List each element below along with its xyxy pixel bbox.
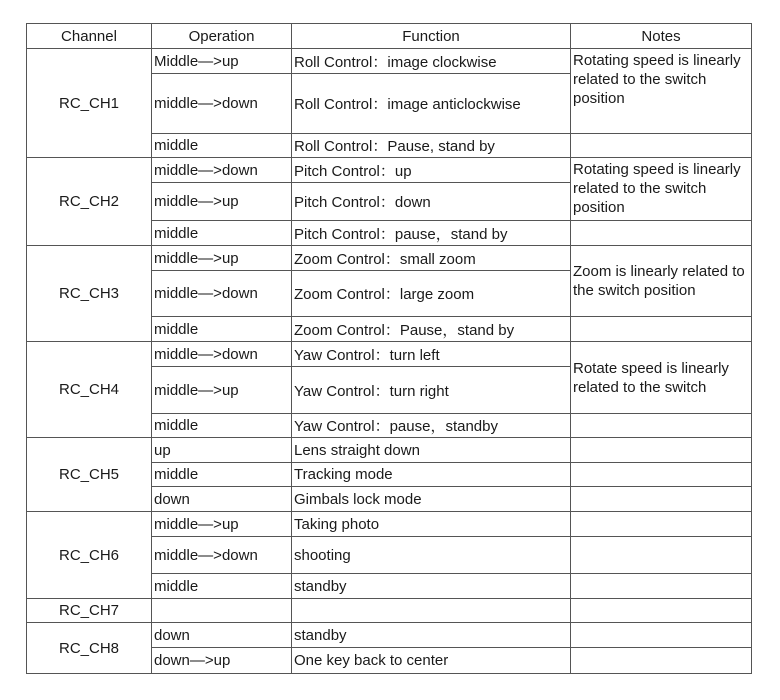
channel-cell: RC_CH4 <box>27 342 152 438</box>
function-cell: One key back to center <box>292 648 571 674</box>
function-cell: Pitch Control：down <box>292 183 571 221</box>
operation-cell: middle—>down <box>152 271 292 317</box>
table-row <box>27 49 752 74</box>
notes-cell: Rotating speed is linearly related to the switch position <box>571 49 752 134</box>
operation-cell: middle—>up <box>152 246 292 271</box>
channel-cell: RC_CH7 <box>27 599 152 623</box>
notes-cell <box>571 599 752 623</box>
operation-cell: middle <box>152 134 292 158</box>
function-cell: Tracking mode <box>292 463 571 487</box>
operation-cell: middle—>down <box>152 537 292 574</box>
notes-cell: Rotate speed is linearly related to the switch <box>571 342 752 414</box>
header-operation: Operation <box>152 24 292 49</box>
operation-cell: Middle—>up <box>152 49 292 74</box>
operation-cell: up <box>152 438 292 463</box>
channel-cell: RC_CH3 <box>27 246 152 342</box>
operation-cell: down <box>152 487 292 512</box>
table-row <box>27 512 752 537</box>
notes-cell <box>571 463 752 487</box>
table-row <box>27 246 752 271</box>
operation-cell: down <box>152 623 292 648</box>
function-cell: standby <box>292 574 571 599</box>
function-cell: Yaw Control：turn left <box>292 342 571 367</box>
function-cell: Zoom Control：large zoom <box>292 271 571 317</box>
operation-cell: middle—>up <box>152 183 292 221</box>
notes-cell <box>571 537 752 574</box>
function-cell: Yaw Control：turn right <box>292 367 571 414</box>
function-cell: Gimbals lock mode <box>292 487 571 512</box>
table-row <box>27 438 752 463</box>
header-notes: Notes <box>571 24 752 49</box>
operation-cell: middle <box>152 574 292 599</box>
notes-cell: Rotating speed is linearly related to the switch position <box>571 158 752 221</box>
notes-cell: Zoom is linearly related to the switch position <box>571 246 752 317</box>
header-row <box>27 24 752 49</box>
table-row <box>27 342 752 367</box>
table-row <box>27 623 752 648</box>
channel-cell: RC_CH6 <box>27 512 152 599</box>
function-cell: Roll Control：image clockwise <box>292 49 571 74</box>
channel-function-table <box>26 23 752 674</box>
notes-cell <box>571 134 752 158</box>
notes-cell <box>571 512 752 537</box>
notes-cell <box>571 414 752 438</box>
function-cell: Lens straight down <box>292 438 571 463</box>
notes-cell <box>571 623 752 648</box>
function-cell: Yaw Control：pause，standby <box>292 414 571 438</box>
notes-cell <box>571 317 752 342</box>
table-row <box>27 599 752 623</box>
function-cell: shooting <box>292 537 571 574</box>
header-channel: Channel <box>27 24 152 49</box>
operation-cell: middle—>down <box>152 342 292 367</box>
operation-cell: middle—>up <box>152 512 292 537</box>
operation-cell: middle <box>152 317 292 342</box>
channel-cell: RC_CH1 <box>27 49 152 158</box>
operation-cell: middle—>up <box>152 367 292 414</box>
notes-cell <box>571 221 752 246</box>
channel-cell: RC_CH2 <box>27 158 152 246</box>
function-cell: Pitch Control：pause，stand by <box>292 221 571 246</box>
operation-cell: down—>up <box>152 648 292 674</box>
function-cell: Roll Control：image anticlockwise <box>292 74 571 134</box>
function-cell: Taking photo <box>292 512 571 537</box>
function-cell: standby <box>292 623 571 648</box>
notes-cell <box>571 648 752 674</box>
operation-cell: middle <box>152 414 292 438</box>
channel-cell: RC_CH8 <box>27 623 152 674</box>
operation-cell <box>152 599 292 623</box>
table-row <box>27 158 752 183</box>
channel-cell: RC_CH5 <box>27 438 152 512</box>
function-cell: Pitch Control：up <box>292 158 571 183</box>
function-cell: Zoom Control：Pause，stand by <box>292 317 571 342</box>
notes-cell <box>571 487 752 512</box>
notes-cell <box>571 574 752 599</box>
operation-cell: middle <box>152 221 292 246</box>
function-cell: Roll Control：Pause, stand by <box>292 134 571 158</box>
function-cell <box>292 599 571 623</box>
notes-cell <box>571 438 752 463</box>
operation-cell: middle—>down <box>152 74 292 134</box>
operation-cell: middle <box>152 463 292 487</box>
function-cell: Zoom Control：small zoom <box>292 246 571 271</box>
operation-cell: middle—>down <box>152 158 292 183</box>
header-function: Function <box>292 24 571 49</box>
